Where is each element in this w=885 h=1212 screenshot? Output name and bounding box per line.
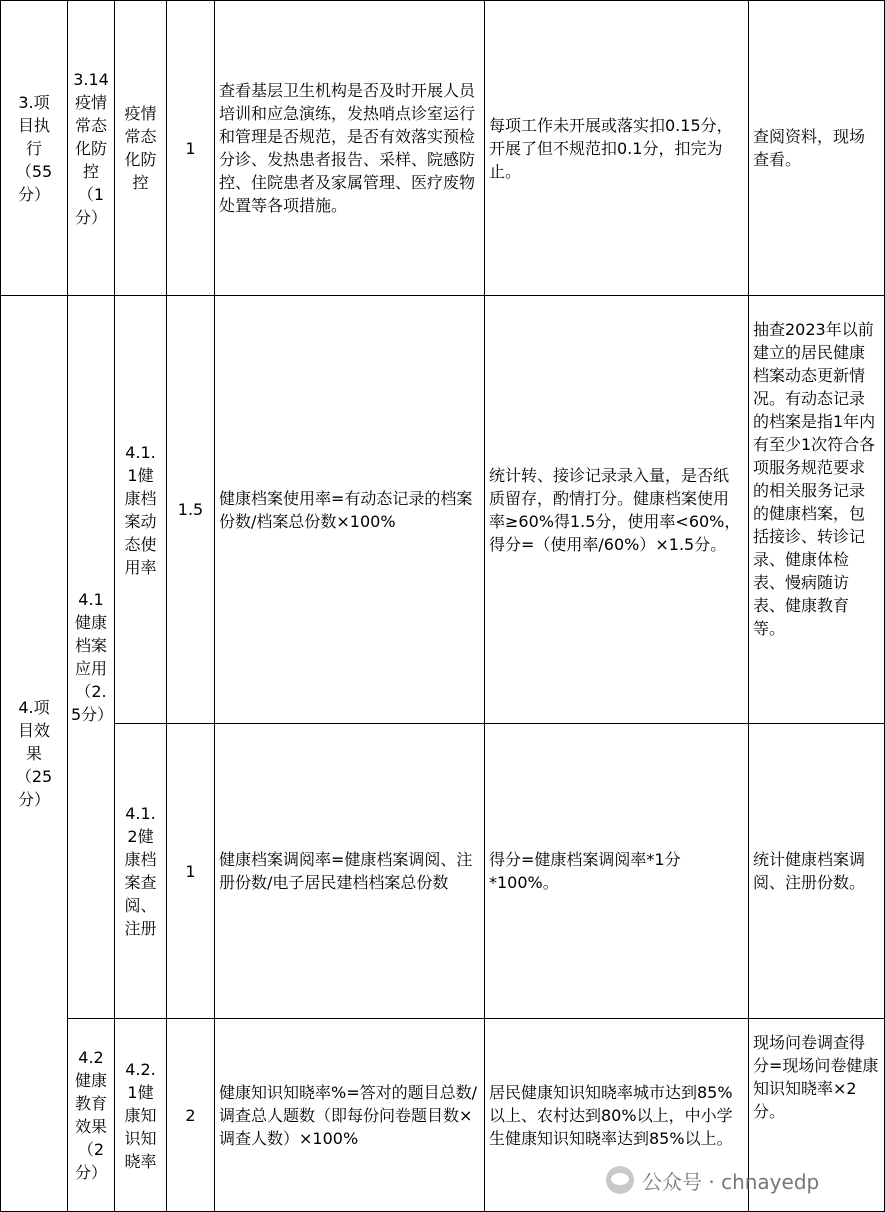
score-cell-r3 [166,723,215,1019]
category-text: 3.项目执行（55分） [15,92,53,204]
method-cell-r1 [748,0,885,296]
method-text: 现场问卷调查得分=现场问卷健康知识知晓率×2分。 [753,1033,879,1121]
criteria-text: 居民健康知识知晓率城市达到85%以上、农村达到80%以上，中小学生健康知识知晓率达到85%以上。 [489,1082,733,1148]
item-cell-r4 [114,1018,167,1212]
subcategory-cell-r2 [67,295,115,1019]
criteria-cell-r3 [484,723,749,1019]
criteria-text: 得分=健康档案调阅率*1分*100%。 [489,850,681,892]
indicator-cell-r1 [214,0,485,296]
wechat-icon [606,1166,634,1194]
item-text: 4.1.2健康档案查阅、注册 [124,804,157,938]
method-text: 抽查2023年以前建立的居民健康档案动态更新情况。有动态记录的档案是指1年内有至少1次符合各项服务规范要求的相关服务记录的健康档案，包括接诊、转诊记录、健康体检表、慢病随访表、健康教育等。 [753,320,876,638]
subcategory-text: 3.14疫情常态化防控（1分） [73,69,109,227]
item-text: 4.1.1健康档案动态使用率 [124,442,157,577]
item-cell-r2 [114,295,167,724]
item-text: 4.2.1健康知识知晓率 [124,1059,157,1171]
indicator-cell-r4 [214,1018,485,1212]
score-cell-r4 [166,1018,215,1212]
method-cell-r2 [748,295,885,724]
score-text: 1.5 [177,500,204,519]
subcategory-cell-r1 [67,0,115,296]
method-text: 查阅资料，现场查看。 [753,127,866,169]
indicator-text: 查看基层卫生机构是否及时开展人员培训和应急演练，发热哨点诊室运行和管理是否规范，是否有效落实预检分诊、发热患者报告、采样、院感防控、住院患者及家属管理、医疗废物处置等各项措施。 [219,81,476,215]
score-text: 1 [185,138,196,158]
indicator-text: 健康知识知晓率%=答对的题目总数/调查总人题数（即每份问卷题目数×调查人数）×100% [219,1082,478,1148]
criteria-text: 统计转、接诊记录录入量，是否纸质留存，酌情打分。健康档案使用率≥60%得1.5分，使用率<60%，得分=（使用率/60%）×1.5分。 [489,465,741,554]
item-text: 疫情常态化防控 [124,104,157,192]
subcategory-cell-r4 [67,1018,115,1212]
method-cell-r3 [748,723,885,1019]
method-text: 统计健康档案调阅、注册份数。 [753,850,866,892]
score-cell-r1 [166,0,215,296]
criteria-text: 每项工作未开展或落实扣0.15分，开展了但不规范扣0.1分，扣完为止。 [489,115,733,181]
score-text: 1 [185,861,196,881]
category-cell-r1 [0,0,68,296]
score-cell-r2 [166,295,215,724]
indicator-cell-r3 [214,723,485,1019]
indicator-text: 健康档案调阅率=健康档案调阅、注册份数/电子居民建档档案总份数 [219,850,473,892]
item-cell-r1 [114,0,167,296]
category-text: 4.项目效果（25分） [15,698,53,809]
subcategory-text: 4.2健康教育效果（2分） [74,1048,107,1182]
score-text: 2 [185,1105,196,1125]
criteria-cell-r1 [484,0,749,296]
category-cell-r2 [0,295,68,1212]
watermark-text: 公众号 · chnayedp [642,1169,820,1194]
watermark [606,1160,819,1200]
indicator-text: 健康档案使用率=有动态记录的档案份数/档案总份数×100% [219,488,473,531]
subcategory-text: 4.1健康档案应用（2.5分） [71,590,114,724]
indicator-cell-r2 [214,295,485,724]
item-cell-r3 [114,723,167,1019]
criteria-cell-r2 [484,295,749,724]
